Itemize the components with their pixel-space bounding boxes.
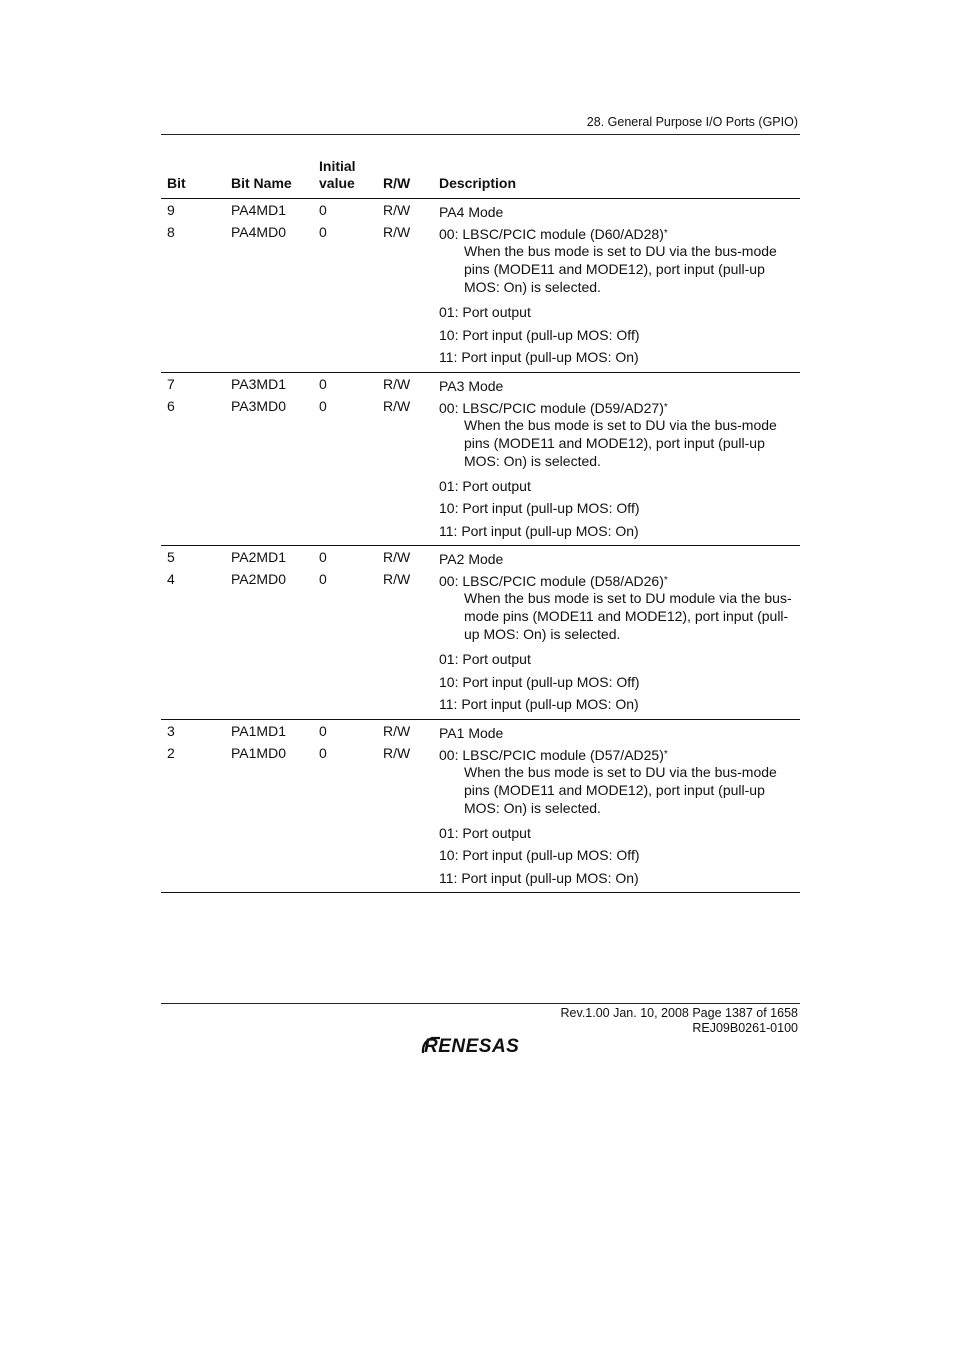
bit-group	[161, 720, 800, 894]
rw-access: R/W	[383, 744, 411, 761]
column-header-description: Description	[439, 175, 517, 191]
option-01: 01: Port output	[439, 304, 531, 320]
bit-number: 2	[167, 744, 175, 761]
bit-number: 8	[167, 224, 175, 240]
mode-title: PA4 Mode	[439, 204, 504, 220]
mode-title: PA2 Mode	[439, 551, 504, 567]
column-header-initial-value	[319, 158, 356, 192]
footnote-mark: *	[663, 748, 668, 760]
bit-number: 5	[167, 549, 175, 565]
bit-number: 6	[167, 397, 175, 414]
option-11: 11: Port input (pull-up MOS: On)	[439, 869, 639, 886]
initial-value: 0	[319, 571, 327, 587]
option-10: 10: Port input (pull-up MOS: Off)	[439, 847, 640, 863]
column-header-initial-line2: value	[319, 175, 355, 191]
initial-value: 0	[319, 744, 327, 761]
option-11: 11: Port input (pull-up MOS: On)	[439, 696, 639, 712]
option-00-note: When the bus mode is set to DU via the bus-mode pins (MODE11 and MODE12), port input (pull-up MOS: On) is selected.	[464, 416, 777, 469]
footer-rule	[161, 1003, 800, 1004]
register-bit-table	[161, 156, 800, 893]
rw-access: R/W	[383, 722, 411, 739]
section-title: 28. General Purpose I/O Ports (GPIO)	[586, 115, 798, 129]
option-00-text: 00: LBSC/PCIC module (D59/AD27)	[439, 399, 664, 416]
bit-name: PA3MD0	[231, 397, 286, 414]
initial-value: 0	[319, 202, 327, 218]
revision-info: Rev.1.00 Jan. 10, 2008 Page 1387 of 1658	[560, 1006, 798, 1020]
bit-name: PA1MD0	[231, 744, 286, 761]
initial-value: 0	[319, 224, 327, 240]
bit-group	[161, 373, 800, 547]
renesas-logo	[420, 1034, 542, 1056]
option-10: 10: Port input (pull-up MOS: Off)	[439, 500, 640, 516]
option-00-text: 00: LBSC/PCIC module (D57/AD25)	[439, 746, 664, 763]
document-number: REJ09B0261-0100	[692, 1021, 798, 1035]
table-row	[161, 375, 800, 397]
table-row	[161, 722, 800, 744]
option-01: 01: Port output	[439, 824, 531, 841]
table-header	[161, 156, 800, 199]
rw-access: R/W	[383, 571, 411, 587]
rw-access: R/W	[383, 397, 411, 414]
table-row	[161, 744, 800, 890]
table-body	[161, 199, 800, 893]
option-11: 11: Port input (pull-up MOS: On)	[439, 349, 639, 365]
bit-number: 3	[167, 722, 175, 739]
bit-group	[161, 199, 800, 373]
option-00-text: 00: LBSC/PCIC module (D58/AD26)	[439, 573, 664, 589]
bit-number: 7	[167, 375, 175, 392]
bit-name: PA4MD0	[231, 224, 286, 240]
column-header-bit-name: Bit Name	[231, 175, 292, 191]
column-header-bit: Bit	[167, 175, 186, 191]
footnote-mark: *	[663, 575, 668, 586]
table-row	[161, 570, 800, 716]
table-row	[161, 548, 800, 570]
header-rule	[161, 134, 800, 135]
bit-name: PA4MD1	[231, 202, 286, 218]
rw-access: R/W	[383, 202, 411, 218]
option-10: 10: Port input (pull-up MOS: Off)	[439, 326, 640, 343]
bit-number: 9	[167, 202, 175, 218]
logo-text: RENESAS	[424, 1036, 520, 1056]
option-01: 01: Port output	[439, 651, 531, 667]
table-row	[161, 223, 800, 369]
initial-value: 0	[319, 722, 327, 739]
bit-name: PA2MD1	[231, 549, 286, 565]
option-00-note: When the bus mode is set to DU via the bus-mode pins (MODE11 and MODE12), port input (pull-up MOS: On) is selected.	[464, 763, 777, 816]
bit-group	[161, 546, 800, 720]
mode-title: PA3 Mode	[439, 377, 504, 394]
initial-value: 0	[319, 375, 327, 392]
mode-options	[439, 223, 799, 369]
rw-access: R/W	[383, 549, 411, 565]
mode-options	[439, 397, 799, 543]
mode-title: PA1 Mode	[439, 724, 504, 741]
table-row	[161, 397, 800, 543]
column-header-initial-line1: Initial	[319, 158, 356, 174]
bit-number: 4	[167, 571, 175, 587]
bit-name: PA1MD1	[231, 722, 286, 739]
option-11: 11: Port input (pull-up MOS: On)	[439, 522, 639, 539]
bit-name: PA3MD1	[231, 375, 286, 392]
mode-options	[439, 744, 799, 890]
initial-value: 0	[319, 397, 327, 414]
option-10: 10: Port input (pull-up MOS: Off)	[439, 673, 640, 690]
rw-access: R/W	[383, 375, 411, 392]
footnote-mark: *	[663, 401, 668, 413]
option-01: 01: Port output	[439, 477, 531, 494]
option-00-note: When the bus mode is set to DU module via the bus-mode pins (MODE11 and MODE12), port input (pull-up MOS: On) is selected.	[464, 590, 792, 642]
option-00-text: 00: LBSC/PCIC module (D60/AD28)	[439, 226, 664, 242]
bit-name: PA2MD0	[231, 571, 286, 587]
mode-options	[439, 570, 799, 716]
column-header-rw: R/W	[383, 175, 411, 191]
footnote-mark: *	[663, 228, 668, 239]
table-row	[161, 201, 800, 223]
option-00-note: When the bus mode is set to DU via the bus-mode pins (MODE11 and MODE12), port input (pull-up MOS: On) is selected.	[464, 243, 777, 295]
initial-value: 0	[319, 549, 327, 565]
rw-access: R/W	[383, 224, 411, 240]
